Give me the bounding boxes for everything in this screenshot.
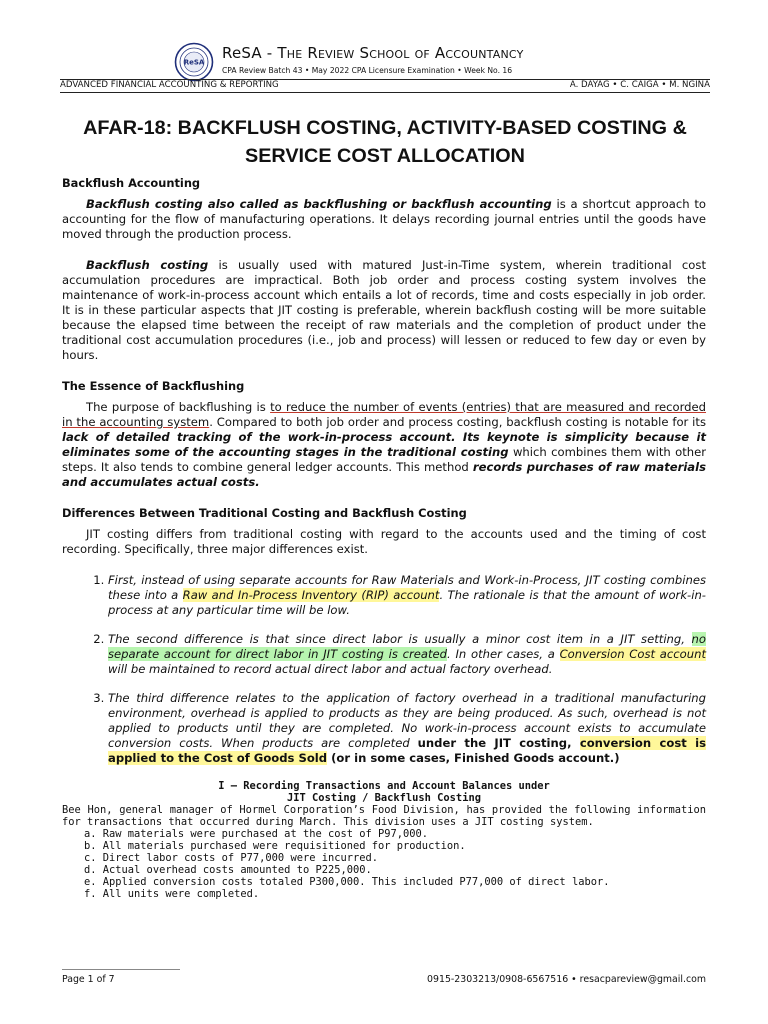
bold-text: (or in some cases, Finished Goods account.) xyxy=(327,751,620,765)
paragraph-backflush-usage xyxy=(62,258,706,363)
bold-term: Backflush costing also called as backflushing or backflush accounting xyxy=(86,197,552,211)
contact-info: 0915-2303213/0908-6567516 • resacpareview@gmail.com xyxy=(427,974,706,985)
text: The third difference relates to the application of factory overhead in a traditional manufacturing environment, overhead is applied to products as they are being produced. As such, overhead is not applied to products until they are completed. No work-in-process account exists to accumulate conversion costs. When products are completed xyxy=(108,691,706,750)
brand-main: ReSA - xyxy=(222,44,278,62)
list-item: e. Applied conversion costs totaled P300,000. This included P77,000 of direct labor. xyxy=(84,876,610,888)
text: . In other cases, a xyxy=(447,647,560,661)
highlight-yellow: conversion cost is applied to the Cost of Goods Sold xyxy=(108,736,706,765)
highlight-yellow: Conversion Cost account xyxy=(559,647,706,661)
page-title xyxy=(60,114,710,170)
text: First, instead of using separate accounts for Raw Materials and Work-in-Process, JIT costing combines these into a xyxy=(108,573,706,602)
footer-rule xyxy=(62,969,180,970)
list-item: f. All units were completed. xyxy=(84,888,260,900)
problem-items xyxy=(62,828,706,900)
paragraph-differences-intro: JIT costing differs from traditional costing with regard to the accounts used and the timing of cost recording. Specifically, three major differences exist. xyxy=(62,527,706,556)
list-item: d. Actual overhead costs amounted to P225,000. xyxy=(84,864,372,876)
problem-title xyxy=(62,780,706,804)
header-rule-bottom xyxy=(60,92,710,93)
problem-title-line-2: JIT Costing / Backflush Costing xyxy=(287,792,481,804)
title-line-2: SERVICE COST ALLOCATION xyxy=(245,145,525,167)
problem-intro: Bee Hon, general manager of Hormel Corporation’s Food Division, has provided the following information for transactions that occurred during March. This division uses a JIT costing system. xyxy=(62,804,706,828)
text: which combines them with other steps. It also tends to combine general ledger accounts. This method xyxy=(62,445,707,474)
highlight-yellow: Raw and In-Process Inventory (RIP) account xyxy=(182,588,440,602)
list-item: c. Direct labor costs of P77,000 were incurred. xyxy=(84,852,379,864)
authors-label: A. DAYAG • C. CAIGA • M. NGINA xyxy=(569,80,710,90)
highlight-green: no separate account for direct labor in JIT costing is created xyxy=(108,632,706,661)
subject-label: ADVANCED FINANCIAL ACCOUNTING & REPORTING xyxy=(60,80,279,90)
bold-text: under the JIT costing, xyxy=(417,736,580,750)
heading-backflush-accounting: Backflush Accounting xyxy=(62,176,201,190)
school-name xyxy=(222,44,524,62)
differences-list xyxy=(62,573,706,766)
list-item: a. Raw materials were purchased at the cost of P97,000. xyxy=(84,828,429,840)
document-body xyxy=(62,176,706,900)
problem-title-line-1: I – Recording Transactions and Account Balances under xyxy=(218,780,550,792)
list-item xyxy=(108,632,706,677)
text: . The rationale is that the amount of work-in-process at any particular time will be low. xyxy=(108,588,706,617)
paragraph-backflush-definition xyxy=(62,197,706,242)
heading-essence: The Essence of Backflushing xyxy=(62,379,245,393)
list-item xyxy=(108,691,706,766)
subject-bar xyxy=(60,80,710,92)
underlined-text: to reduce the number of events (entries) that are measured and recorded in the accounting system xyxy=(62,400,707,429)
title-line-1: AFAR-18: BACKFLUSH COSTING, ACTIVITY-BASED COSTING & xyxy=(83,117,687,139)
heading-differences: Differences Between Traditional Costing and Backflush Costing xyxy=(62,506,467,520)
bold-italic-text: records purchases of raw materials and accumulates actual costs. xyxy=(62,460,706,489)
paragraph-essence xyxy=(62,400,706,490)
list-item xyxy=(108,573,706,618)
text: . Compared to both job order and process costing, backflush costing is notable for its xyxy=(209,415,706,429)
bold-term: Backflush costing xyxy=(86,258,209,272)
text: will be maintained to record actual direct labor and actual factory overhead. xyxy=(108,662,553,676)
text: The purpose of backflushing is xyxy=(86,400,271,414)
paragraph-text: is usually used with matured Just-in-Time system, wherein traditional cost accumulation procedures are impractical. Both job order and process costing system involves the maintenance of work-in-process account which entails a lot of records, time and costs especially in job order. It is in these particular aspects that JIT costing is preferable, wherein backflush costing will be more suitable because the elapsed time between the receipt of raw materials and the completion of product under the traditional cost accumulation procedures (i.e., job and process) will lessen or reduced to few day or even by hours. xyxy=(62,258,706,362)
bold-italic-text: lack of detailed tracking of the work-in-process account. Its keynote is simplicity because it eliminates some of the accounting stages in the traditional costing xyxy=(62,430,706,459)
text: The second difference is that since direct labor is usually a minor cost item in a JIT setting, xyxy=(108,632,692,646)
logo-text: ReSA xyxy=(183,58,205,67)
paragraph-text: is a shortcut approach to accounting for the flow of manufacturing operations. It delays recording journal entries until the goods have moved through the production process. xyxy=(62,197,706,241)
page-number: Page 1 of 7 xyxy=(62,974,115,985)
resa-logo-icon xyxy=(174,42,214,82)
brand-sub: The Review School of Accountancy xyxy=(277,44,524,62)
batch-line: CPA Review Batch 43 • May 2022 CPA Licensure Examination • Week No. 16 xyxy=(222,66,513,75)
list-item: b. All materials purchased were requisitioned for production. xyxy=(84,840,466,852)
